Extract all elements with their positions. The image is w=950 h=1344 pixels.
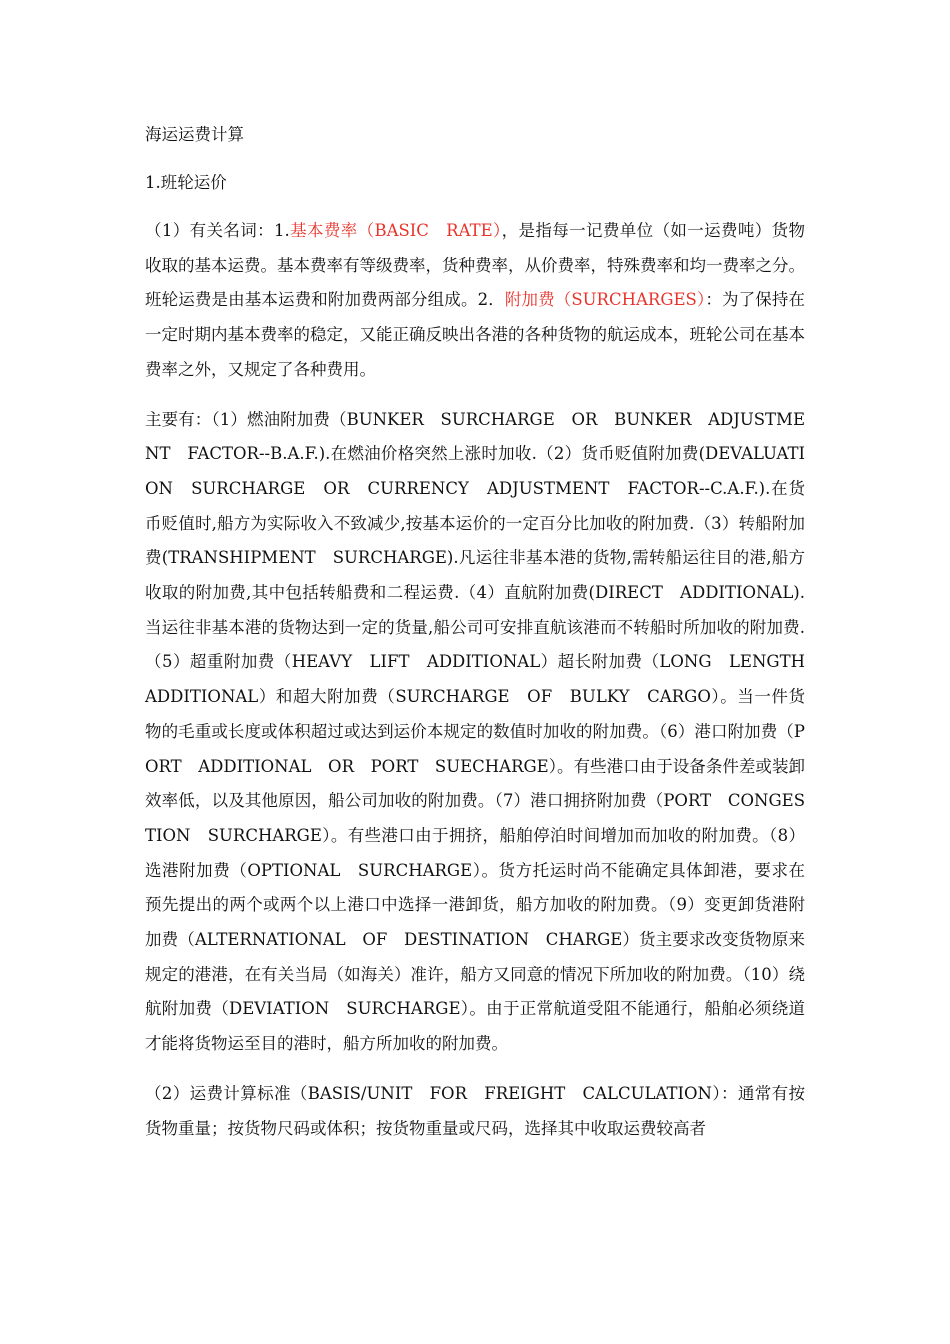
document-page — [145, 118, 822, 1146]
term-basic-rate: 基本费率（BASIC RATE） — [289, 221, 502, 240]
paragraph-text: ：为了保持在一定时期内基本费率的稳定，又能正确反映出各港的各种货物的航运成本，班轮公司在基本费率之外，又规定了各种费用。 — [145, 290, 806, 379]
paragraph-terms — [145, 214, 805, 388]
term-surcharges: 附加费（SURCHARGES） — [504, 290, 706, 310]
paragraph-freight-basis: （2）运费计算标准（BASIS/UNIT FOR FREIGHT CALCULATION）：通常有按货物重量；按货物尺码或体积；按货物重量或尺码，选择其中收取运费较高者 — [145, 1083, 805, 1138]
paragraph-lead: （1）有关名词：1. — [145, 221, 290, 240]
paragraph-surcharge-list: 主要有：（1）燃油附加费（BUNKER SURCHARGE OR BUNKER ADJUSTMENT FACTOR--B.A.F.).在燃油价格突然上涨时加收.（2）货币贬值附加费(DEVALUATION SURCHARGE OR CURRENCY ADJUSTMENT FACTOR--C.A.F.).在货币贬值时,船方为实际收入不致减少,按基本运价的一定百分比加收的附加费.（3）转船附加费(TRANSHIPMENT SURCHARGE).凡运往非基本港的货物,需转船运往目的港,船方收取的附加费,其中包括转船费和二程运费.（4）直航附加费(DIRECT ADDITIONAL).当运往非基本港的货物达到一定的货量,船公司可安排直航该港而不转船时所加收的附加费.（5）超重附加费（HEAVY LIFT ADDITIONAL）超长附加费（LONG LENGTH ADDITIONAL）和超大附加费（SURCHARGE OF BULKY CARGO）。当一件货物的毛重或长度或体积超过或达到运价本规定的数值时加收的附加费。（6）港口附加费（PORT ADDITIONAL OR PORT SUECHARGE）。有些港口由于设备条件差或装卸效率低，以及其他原因，船公司加收的附加费。（7）港口拥挤附加费（PORT CONGESTION SURCHARGE）。有些港口由于拥挤，船舶停泊时间增加而加收的附加费。（8）选港附加费（OPTIONAL SURCHARGE）。货方托运时尚不能确定具体卸港，要求在预先提出的两个或两个以上港口中选择一港卸货，船方加收的附加费。（9）变更卸货港附加费（ALTERNATIONAL OF DESTINATION CHARGE）货主要求改变货物原来规定的港港，在有关当局（如海关）准许，船方又同意的情况下所加收的附加费。（10）绕航附加费（DEVIATION SURCHARGE）。由于正常航道受阻不能通行，船舶必须绕道才能将货物运至目的港时，船方所加收的附加费。 — [145, 409, 822, 1054]
paragraph-text: ，是指每一记费单位（如一运费吨）货物收取的基本运费。基本费率有等级费率，货种费率，从价费率，特殊费率和均一费率之分。班轮运费是由基本运费和附加费两部分组成。2． — [145, 221, 805, 310]
section-heading: 1.班轮运价 — [145, 173, 227, 192]
document-title: 海运运费计算 — [145, 125, 244, 144]
